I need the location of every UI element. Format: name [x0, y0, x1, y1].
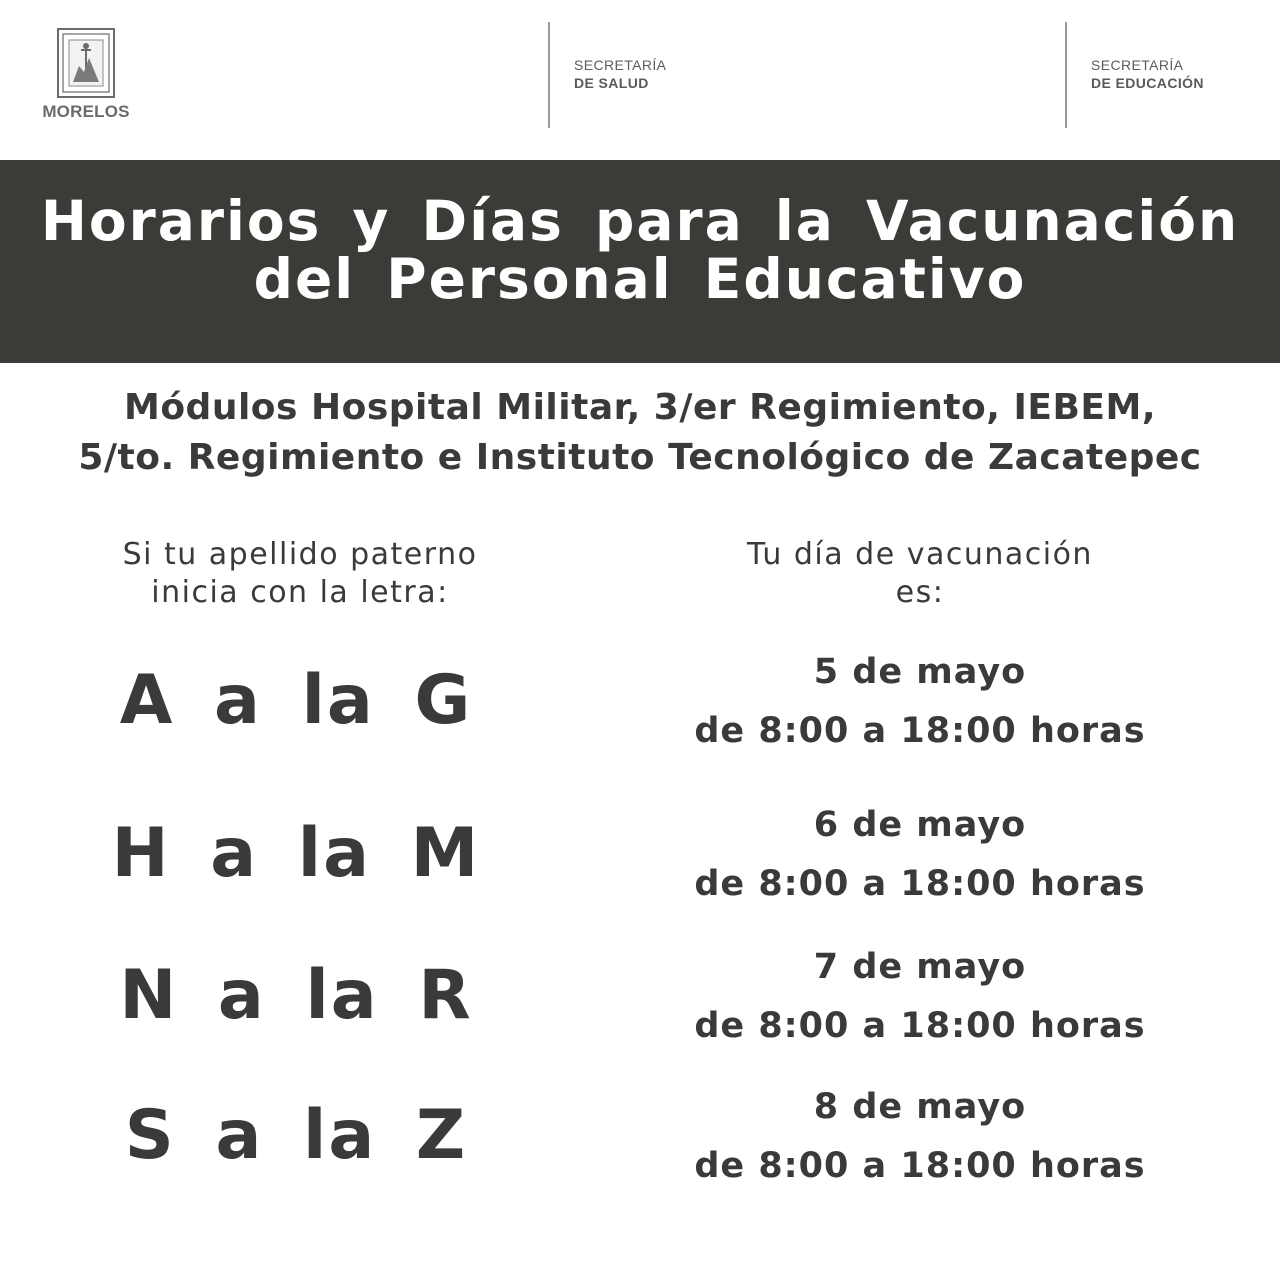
- department-name: DE EDUCACIÓN: [1091, 75, 1204, 91]
- schedule-row: [0, 938, 1280, 1058]
- letter-column-header: [80, 536, 520, 612]
- morelos-logo: [38, 28, 134, 122]
- column-header-line: Tu día de vacunación: [747, 537, 1093, 572]
- vaccination-slot: [660, 796, 1180, 914]
- department-prefix: SECRETARÍA: [1091, 57, 1184, 73]
- vaccination-hours: de 8:00 a 18:00 horas: [694, 711, 1146, 751]
- column-header-line: es:: [895, 575, 945, 610]
- modules-line: Módulos Hospital Militar, 3/er Regimiento, IEBEM,: [124, 387, 1156, 428]
- department-name: DE SALUD: [574, 75, 649, 91]
- secretaria-educacion-logo: [1091, 56, 1204, 92]
- letter-range: H a la M: [111, 814, 481, 893]
- vaccination-date: 7 de mayo: [813, 947, 1027, 987]
- department-prefix: SECRETARÍA: [574, 57, 667, 73]
- vaccination-hours: de 8:00 a 18:00 horas: [694, 1146, 1146, 1186]
- page-title: [0, 189, 1280, 311]
- title-line: del Personal Educativo: [253, 247, 1027, 311]
- schedule-row: [0, 796, 1280, 916]
- vaccination-date: 5 de mayo: [813, 652, 1027, 692]
- vaccination-slot: [660, 1078, 1180, 1196]
- letter-range: A a la G: [119, 661, 473, 740]
- header: [0, 0, 1280, 160]
- vaccination-slot: [660, 643, 1180, 761]
- date-column-header: [700, 536, 1140, 612]
- vaccination-hours: de 8:00 a 18:00 horas: [694, 864, 1146, 904]
- state-seal-icon: [57, 28, 115, 98]
- column-header-line: Si tu apellido paterno: [122, 537, 478, 572]
- header-divider: [1065, 22, 1067, 128]
- vaccination-date: 8 de mayo: [813, 1087, 1027, 1127]
- logo-label: MORELOS: [42, 102, 130, 121]
- header-divider: [548, 22, 550, 128]
- vaccination-slot: [660, 938, 1180, 1056]
- modules-line: 5/to. Regimiento e Instituto Tecnológico de Zacatepec: [78, 437, 1202, 478]
- title-banner: [0, 160, 1280, 363]
- secretaria-salud-logo: [574, 56, 666, 92]
- modules-subtitle: [0, 383, 1280, 483]
- schedule-row: [0, 1078, 1280, 1198]
- letter-range: N a la R: [119, 956, 473, 1035]
- schedule-row: [0, 643, 1280, 763]
- column-header-line: inicia con la letra:: [151, 575, 449, 610]
- vaccination-date: 6 de mayo: [813, 805, 1027, 845]
- vaccination-hours: de 8:00 a 18:00 horas: [694, 1006, 1146, 1046]
- letter-range: S a la Z: [124, 1096, 468, 1175]
- title-line: Horarios y Días para la Vacunación: [40, 189, 1240, 253]
